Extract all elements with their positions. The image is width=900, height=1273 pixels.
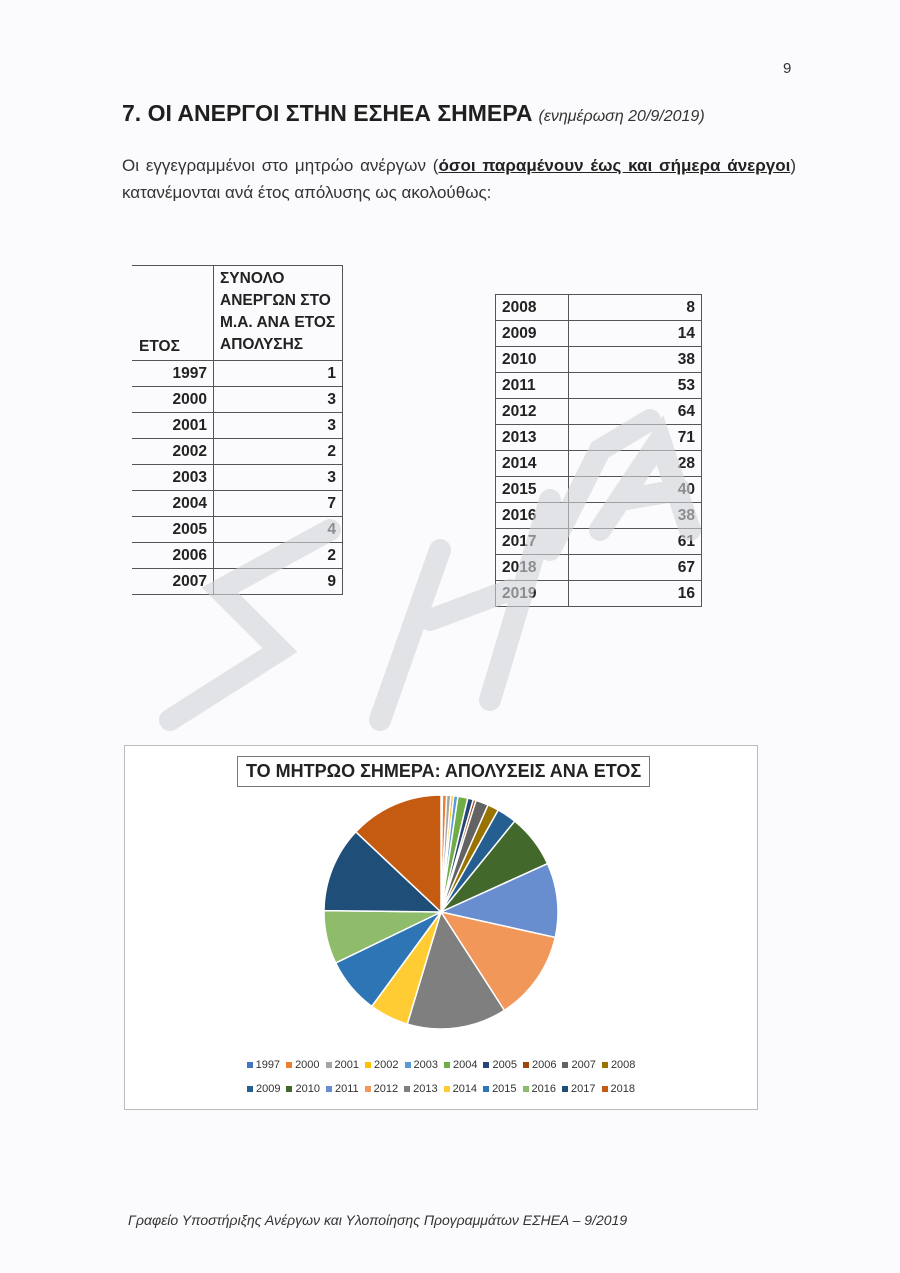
year-cell: 2018 [496,555,569,581]
count-cell: 3 [214,465,343,491]
legend-label: 2002 [374,1059,399,1071]
year-cell: 2012 [496,399,569,425]
year-cell: 2004 [133,491,214,517]
chart-title: ΤΟ ΜΗΤΡΩΟ ΣΗΜΕΡΑ: ΑΠΟΛΥΣΕΙΣ ΑΝΑ ΕΤΟΣ [237,756,650,787]
legend-item [444,1059,477,1071]
legend-item [562,1083,595,1095]
count-cell: 3 [214,413,343,439]
year-cell: 2016 [496,503,569,529]
legend-label: 2003 [413,1059,438,1071]
legend-label: 2000 [295,1059,320,1071]
year-cell: 2014 [496,451,569,477]
count-cell: 71 [569,425,702,451]
legend-swatch [326,1086,332,1092]
count-cell: 67 [569,555,702,581]
header-year: ΕΤΟΣ [133,266,214,361]
legend-label: 2006 [531,1059,557,1071]
legend-label: 2001 [334,1059,360,1071]
year-cell: 2017 [496,529,569,555]
table-row [496,477,702,503]
legend-label: 2010 [295,1083,320,1095]
legend-swatch [365,1086,371,1092]
legend-label: 2008 [610,1059,636,1071]
legend-swatch [523,1086,529,1092]
legend-swatch [247,1086,253,1092]
legend-item [602,1059,635,1071]
legend-swatch [444,1062,450,1068]
count-cell: 8 [569,295,702,321]
table-row [133,569,343,595]
year-cell: 2015 [496,477,569,503]
table-row [496,347,702,373]
legend-item [247,1083,280,1095]
legend-item [562,1059,595,1071]
intro-paragraph [122,152,796,206]
legend-label: 2005 [492,1059,517,1071]
legend-swatch [483,1086,489,1092]
intro-text-before: Οι εγγεγραμμένοι στο μητρώο ανέργων ( [122,156,439,175]
year-cell: 2006 [133,543,214,569]
legend-label: 2011 [334,1083,359,1095]
table-row [496,529,702,555]
legend-item [523,1059,556,1071]
table-row [496,425,702,451]
year-cell: 2019 [496,581,569,607]
legend-label: 2016 [531,1083,557,1095]
legend-swatch [483,1062,489,1068]
legend-label: 2007 [571,1059,596,1071]
unemployed-table-right [495,294,702,607]
count-cell: 28 [569,451,702,477]
table-left-body [133,361,343,595]
legend-item [365,1059,398,1071]
table-row [496,503,702,529]
count-cell: 61 [569,529,702,555]
table-row [133,413,343,439]
table-row [496,373,702,399]
table-row [133,491,343,517]
legend-item [523,1083,556,1095]
intro-emphasis: όσοι παραμένουν έως και σήμερα άνεργοι [438,156,791,175]
pie-chart [125,746,757,1109]
page-footer: Γραφείο Υποστήριξης Ανέργων και Υλοποίησης Προγραμμάτων ΕΣΗΕΑ – 9/2019 [128,1212,628,1228]
year-cell: 2007 [133,569,214,595]
update-date: (ενημέρωση 20/9/2019) [538,108,705,125]
legend-row-1 [125,1059,757,1071]
legend-item [286,1059,319,1071]
legend-swatch [286,1062,292,1068]
count-cell: 9 [214,569,343,595]
legend-swatch [405,1062,411,1068]
legend-swatch [602,1086,608,1092]
legend-swatch [562,1062,568,1068]
table-row [133,517,343,543]
table-row [496,295,702,321]
year-cell: 2008 [496,295,569,321]
page-number: 9 [783,60,792,77]
table-row [496,555,702,581]
count-cell: 53 [569,373,702,399]
unemployed-table-left [132,265,343,595]
count-cell: 1 [214,361,343,387]
year-cell: 2003 [133,465,214,491]
year-cell: 2013 [496,425,569,451]
legend-item [444,1083,477,1095]
table-row [496,321,702,347]
legend-label: 2015 [492,1083,517,1095]
legend-label: 2012 [373,1083,399,1095]
table-row [496,451,702,477]
count-cell: 40 [569,477,702,503]
table-row [133,543,343,569]
year-cell: 2005 [133,517,214,543]
legend-label: 2018 [610,1083,635,1095]
section-title: 7. ΟΙ ΑΝΕΡΓΟΙ ΣΤΗΝ ΕΣΗΕΑ ΣΗΜΕΡΑ [122,100,533,126]
legend-item [483,1059,516,1071]
legend-item [326,1083,359,1095]
legend-swatch [247,1062,253,1068]
count-cell: 64 [569,399,702,425]
table-row [133,465,343,491]
legend-swatch [286,1086,292,1092]
pie-chart-box [124,745,758,1110]
year-cell: 2001 [133,413,214,439]
legend-item [247,1059,280,1071]
count-cell: 16 [569,581,702,607]
legend-item [326,1059,359,1071]
legend-item [405,1059,438,1071]
legend-label: 2014 [452,1083,478,1095]
legend-swatch [404,1086,410,1092]
legend-swatch [602,1062,608,1068]
table-right-body [496,295,702,607]
table-row [133,387,343,413]
legend-item [483,1083,516,1095]
legend-label: 2013 [413,1083,438,1095]
count-cell: 7 [214,491,343,517]
legend-row-2 [125,1083,757,1095]
legend-swatch [326,1062,332,1068]
legend-swatch [523,1062,529,1068]
legend-item [602,1083,635,1095]
legend-label: 2017 [571,1083,596,1095]
year-cell: 1997 [133,361,214,387]
legend-label: 1997 [255,1059,281,1071]
legend-item [404,1083,437,1095]
year-cell: 2009 [496,321,569,347]
count-cell: 4 [214,517,343,543]
count-cell: 2 [214,543,343,569]
table-row [133,361,343,387]
count-cell: 38 [569,503,702,529]
count-cell: 38 [569,347,702,373]
legend-swatch [444,1086,450,1092]
legend-label: 2004 [453,1059,478,1071]
table-row [496,399,702,425]
count-cell: 3 [214,387,343,413]
header-total: ΣΥΝΟΛΟ ΑΝΕΡΓΩΝ ΣΤΟ Μ.Α. ΑΝΑ ΕΤΟΣ ΑΠΟΛΥΣΗΣ [214,266,343,361]
legend-swatch [562,1086,568,1092]
legend-item [365,1083,398,1095]
legend-item [286,1083,319,1095]
section-heading [122,100,705,127]
year-cell: 2011 [496,373,569,399]
legend-swatch [365,1062,371,1068]
table-row [133,439,343,465]
year-cell: 2010 [496,347,569,373]
year-cell: 2000 [133,387,214,413]
table-row [496,581,702,607]
intro-text-after: ) κατανέμονται ανά έτος απόλυσης ως ακολούθως: [122,156,796,202]
count-cell: 2 [214,439,343,465]
count-cell: 14 [569,321,702,347]
legend-label: 2009 [255,1083,281,1095]
year-cell: 2002 [133,439,214,465]
